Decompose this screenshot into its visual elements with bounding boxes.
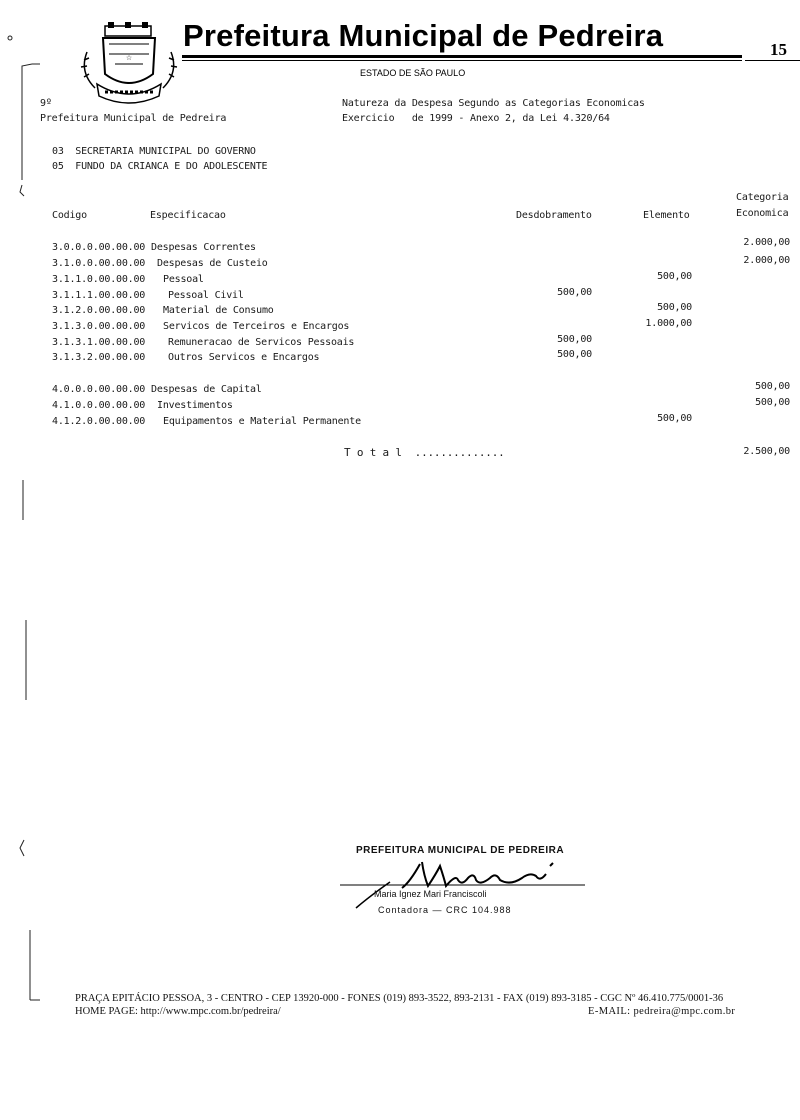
- handwritten-signature: [340, 852, 590, 912]
- row-spec: Investimentos: [157, 400, 233, 411]
- row-spec: Outros Servicos e Encargos: [168, 352, 320, 363]
- page-title: Prefeitura Municipal de Pedreira: [183, 18, 664, 53]
- row-spec: Servicos de Terceiros e Encargos: [163, 321, 350, 332]
- signature-title: PREFEITURA MUNICIPAL DE PEDREIRA: [356, 845, 565, 856]
- page-number-rule: [745, 60, 800, 61]
- row-desdobramento: 500,00: [557, 349, 592, 360]
- org-unit-2: 05 FUNDO DA CRIANCA E DO ADOLESCENTE: [52, 161, 268, 172]
- row-code: 4.0.0.0.00.00.00: [52, 384, 146, 395]
- row-code: 3.1.3.0.00.00.00: [52, 321, 146, 332]
- row-desdobramento: 500,00: [557, 287, 592, 298]
- header-economica: Economica: [736, 208, 789, 219]
- total-value: 2.500,00: [743, 446, 790, 457]
- margin-marks: [0, 0, 40, 1010]
- row-code: 4.1.2.0.00.00.00: [52, 416, 146, 427]
- row-code: 3.0.0.0.00.00.00: [52, 242, 146, 253]
- row-code: 3.1.1.1.00.00.00: [52, 290, 146, 301]
- row-code: 3.1.1.0.00.00.00: [52, 274, 146, 285]
- row-code: 4.1.0.0.00.00.00: [52, 400, 146, 411]
- row-desdobramento: 500,00: [557, 334, 592, 345]
- row-elemento: 500,00: [657, 271, 692, 282]
- header-rule-thin: [182, 60, 742, 61]
- header-especificacao: Especificacao: [150, 210, 226, 221]
- row-spec: Despesas Correntes: [151, 242, 256, 253]
- row-spec: Pessoal: [163, 274, 204, 285]
- row-code: 3.1.2.0.00.00.00: [52, 305, 146, 316]
- row-spec: Despesas de Capital: [151, 384, 262, 395]
- report-entity: Prefeitura Municipal de Pedreira: [40, 113, 227, 124]
- svg-text:☆: ☆: [125, 54, 133, 62]
- row-categoria: 500,00: [755, 381, 790, 392]
- header-desdobramento: Desdobramento: [516, 210, 592, 221]
- row-spec: Remuneracao de Servicos Pessoais: [168, 337, 355, 348]
- row-code: 3.1.3.2.00.00.00: [52, 352, 146, 363]
- row-spec: Material de Consumo: [163, 305, 274, 316]
- row-elemento: 500,00: [657, 302, 692, 313]
- row-categoria: 2.000,00: [743, 237, 790, 248]
- row-spec: Pessoal Civil: [168, 290, 244, 301]
- header-codigo: Codigo: [52, 210, 87, 221]
- report-subject: Natureza da Despesa Segundo as Categorias Economicas: [342, 98, 645, 109]
- footer-homepage: HOME PAGE: http://www.mpc.com.br/pedreira/: [75, 1006, 281, 1017]
- coat-of-arms-icon: [75, 22, 185, 104]
- signer-name: Maria Ignez Mari Franciscoli: [374, 889, 487, 899]
- row-code: 3.1.0.0.00.00.00: [52, 258, 146, 269]
- row-spec: Despesas de Custeio: [157, 258, 268, 269]
- row-categoria: 500,00: [755, 397, 790, 408]
- org-unit-1: 03 SECRETARIA MUNICIPAL DO GOVERNO: [52, 146, 256, 157]
- footer-address: PRAÇA EPITÁCIO PESSOA, 3 - CENTRO - CEP 13920-000 - FONES (019) 893-3522, 893-2131 - FAX (019) 893-3185 - CGC Nº 46.410.775/0001-36: [75, 993, 724, 1004]
- header-categoria: Categoria: [736, 192, 789, 203]
- total-label: T o t a l ..............: [344, 446, 505, 459]
- report-code: 9º: [40, 98, 52, 109]
- page-number: 15: [770, 40, 787, 59]
- report-exercise: Exercicio de 1999 - Anexo 2, da Lei 4.320/64: [342, 113, 610, 124]
- row-elemento: 1.000,00: [645, 318, 692, 329]
- header-elemento: Elemento: [643, 210, 690, 221]
- row-categoria: 2.000,00: [743, 255, 790, 266]
- state-subtitle: ESTADO DE SÃO PAULO: [360, 68, 466, 78]
- row-spec: Equipamentos e Material Permanente: [163, 416, 361, 427]
- footer-email: E-MAIL: pedreira@mpc.com.br: [588, 1006, 736, 1017]
- row-code: 3.1.3.1.00.00.00: [52, 337, 146, 348]
- signer-role: Contadora — CRC 104.988: [378, 905, 512, 915]
- row-elemento: 500,00: [657, 413, 692, 424]
- header-rule: [182, 55, 742, 58]
